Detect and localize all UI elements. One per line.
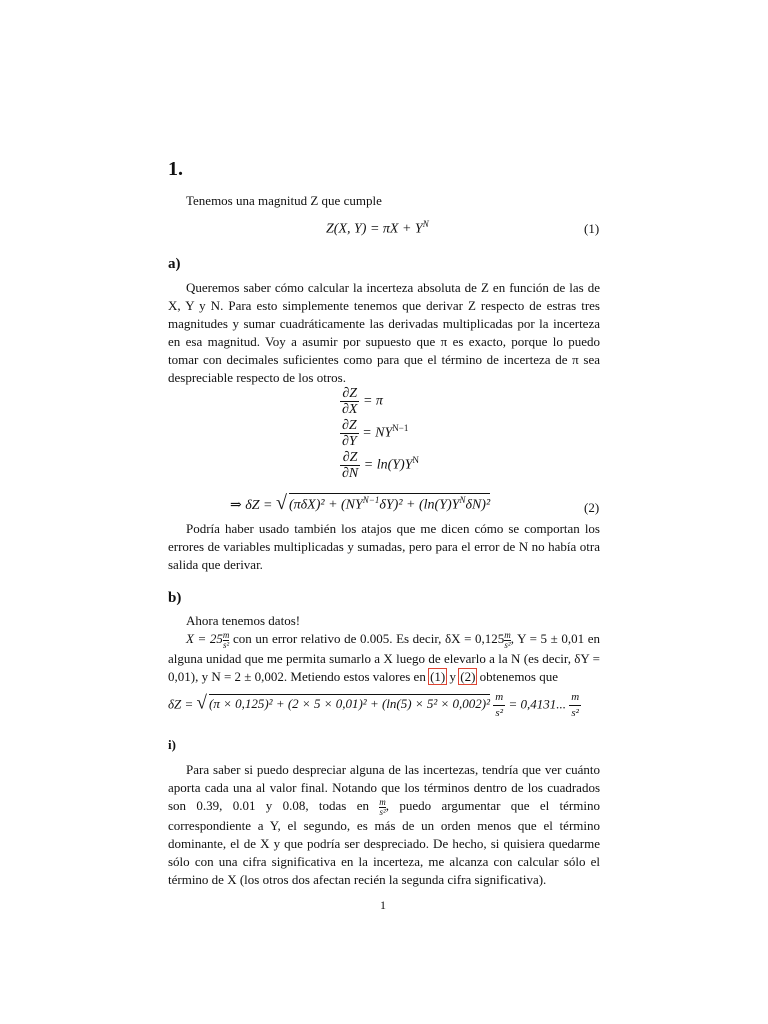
equation-2-number: (2) [584,500,600,515]
derivative-x: $\frac{\partial Z}{\partial X}$ = π [342,386,383,417]
paragraph-i: Para saber si puedo despreciar alguna de las incertezas, tendría que ver cuánto aporta cada una al valor final. Notando que los términos dentro de los cuadrados son 0.39, 0.01 y 0.08, todas en $\frac{m}{\text{s²}}$ , puedo argumentar que el término correspondiente a Y, el segundo, es más de un orden menos que el término dominante, el de X y que podría ser despreciado. De hecho, si quisiera quedarme sólo con una cifra significativa en la incerteza, me alcanza con calcular sólo el término de X (los otros dos afectan recién la segunda cifra significativa). [168,762,600,887]
derivative-n: $\frac{\partial Z}{\partial N}$ = $\ln(Y)Y^N$ [342,450,419,481]
intro-text: Tenemos una magnitud Z que cumple [186,193,382,208]
paragraph-a2: Podría haber usado también los atajos que me dicen cómo se comportan los errores de variables multiplicadas y sumadas, pero para el error de N no había otra salida que derivar. [168,521,600,572]
equation-3: δZ = √ (π × 0,125)² + (2 × 5 × 0,01)² + (ln(5) × 5² × 0,002)² $\frac{m}{\text{s²}}$ = 0,4131... $\frac{m}{\text{s²}}$ [168,691,580,719]
paragraph-b2: X = 25 $\frac{m}{\text{s²}}$ con un error relativo de 0.005. Es decir, δX = 0,125 $\frac{m}{\text{s²}}$ , Y = 5 ± 0,01 en alguna unidad que me permita sumarlo a X luego de elevarlo a la N (es decir, δY = 0,01), y N = 2 ± 0,002. Metiendo estos valores en (1) y (2) obtenemos que [168,629,600,684]
equation-1-number: (1) [584,221,600,236]
derivatives-block [340,386,419,482]
page-number: 1 [380,898,386,912]
equation-1: Z(X, $Y) = \pi X + Y^N$ [326,219,429,237]
equation-1-link[interactable]: (1) [430,668,446,684]
subsection-a-title: a) [168,256,181,272]
equation-2: ⇒ δZ = √ $(\pi\delta X)^2 + (NY^{N-1}\delta Y)^2 + (\ln(Y)Y^N\delta N)^2$ [230,492,491,514]
subsection-b-title: b) [168,590,182,606]
subsection-i-title: i) [168,737,176,752]
derivative-y: $\frac{\partial Z}{\partial Y}$ = $NY^{N-1}$ [342,418,409,449]
section-title: 1. [168,158,183,180]
equation-2-link[interactable]: (2) [460,668,476,684]
paragraph-a: Queremos saber cómo calcular la incerteza absoluta de Z en función de las de X, Y y N. Para esto simplemente tenemos que derivar Z respecto de estras tres magnitudes y sumar cuadráticamente las derivadas multiplicadas por la incerteza en esa magnitud. Voy a asumir por supuesto que π es exacto, porque lo puedo tomar con decimales suficientes como para que el término de incerteza de π sea despreciable respecto de los otros. [168,280,600,385]
paragraph-b1: Ahora tenemos datos! [186,613,301,628]
